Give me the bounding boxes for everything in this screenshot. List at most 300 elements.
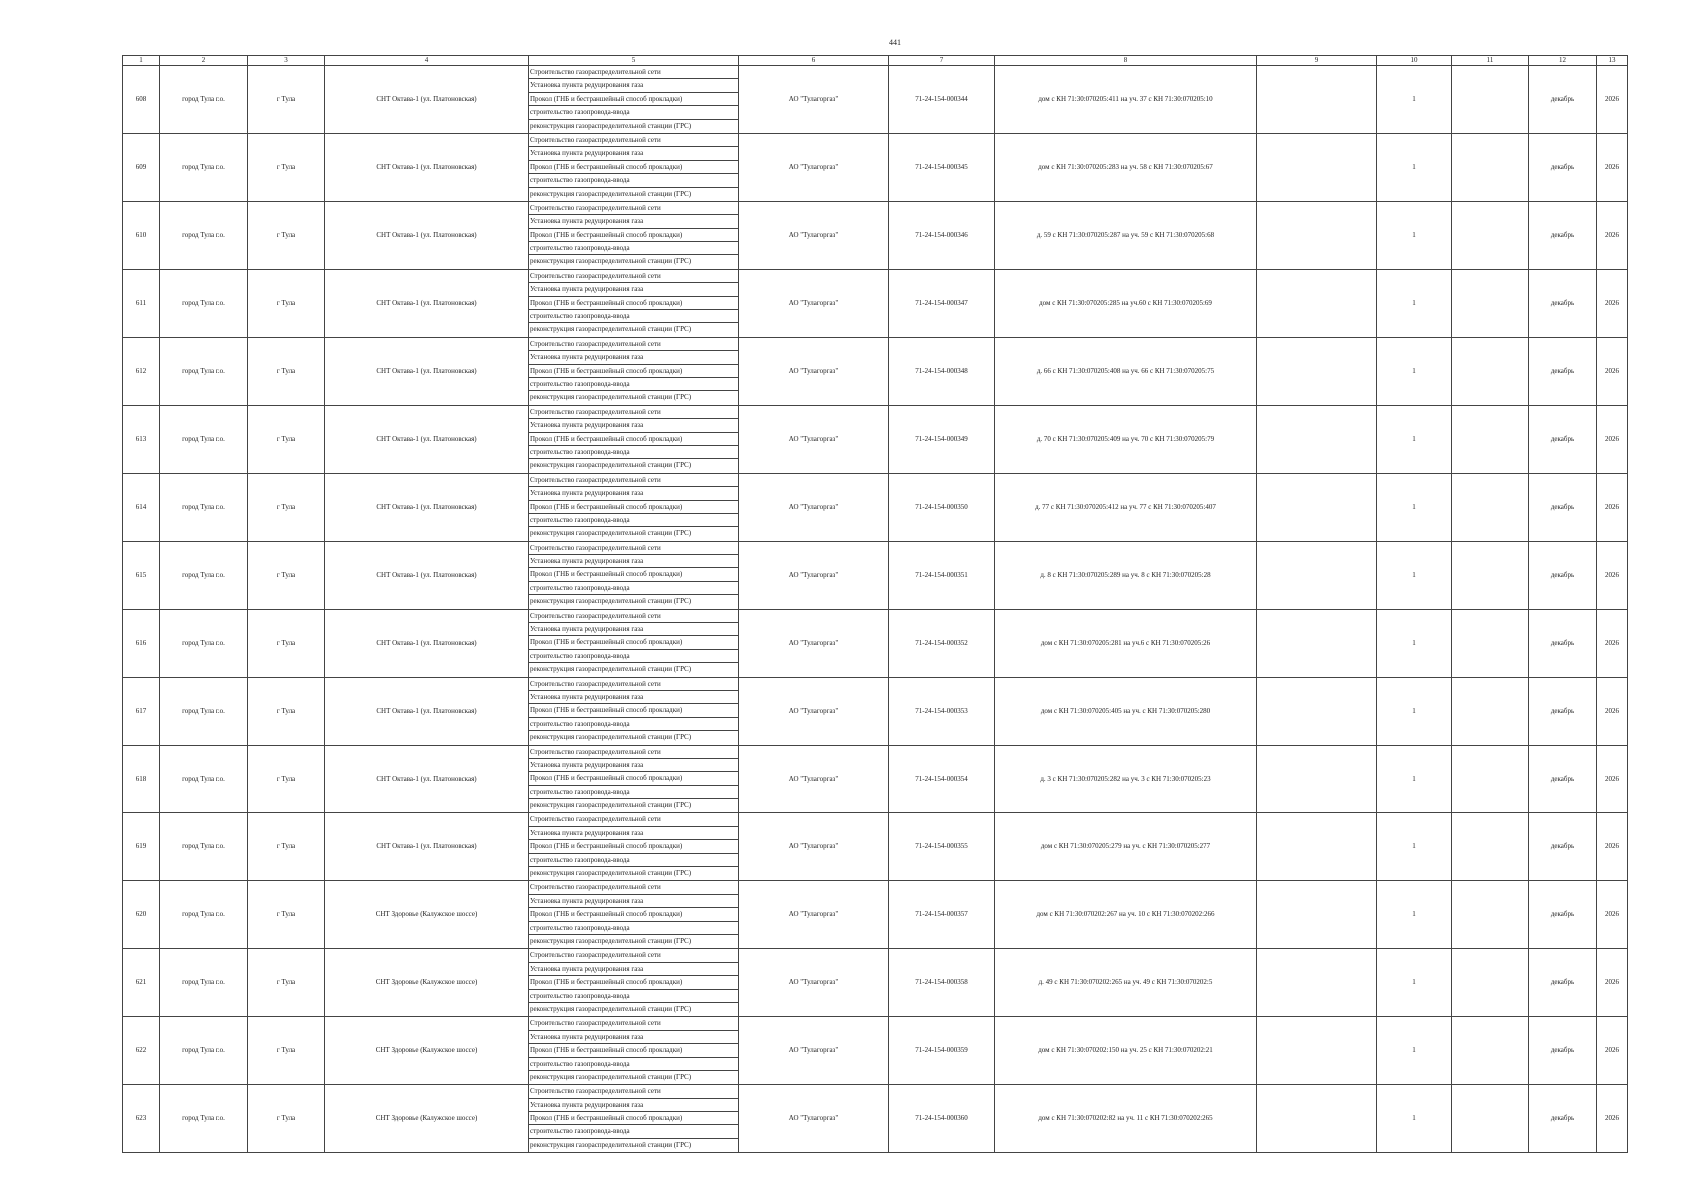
table-row <box>123 473 1628 541</box>
registry-table <box>122 55 1628 1153</box>
organization-cell: АО "Тулагоргаз" <box>739 473 889 541</box>
table-row <box>123 949 1628 1017</box>
work-type-item: строительство газопровода-ввода <box>529 242 738 255</box>
year-cell: 2026 <box>1597 133 1628 201</box>
quantity-cell: 1 <box>1377 677 1452 745</box>
locality-cell: г Тула <box>248 1085 325 1153</box>
work-type-item: Установка пункта редуцирования газа <box>529 419 738 432</box>
month-cell: декабрь <box>1529 337 1597 405</box>
column-9-cell <box>1257 1085 1377 1153</box>
municipality-cell: город Тула г.о. <box>160 541 248 609</box>
organization-cell: АО "Тулагоргаз" <box>739 677 889 745</box>
work-type-item: строительство газопровода-ввода <box>529 990 738 1003</box>
organization-cell: АО "Тулагоргаз" <box>739 541 889 609</box>
work-types-cell <box>529 541 739 609</box>
locality-cell: г Тула <box>248 745 325 813</box>
quantity-cell: 1 <box>1377 337 1452 405</box>
description-cell: дом с КН 71:30:070205:281 на уч.6 с КН 71:30:070205:26 <box>995 609 1257 677</box>
description-cell: дом с КН 71:30:070205:279 на уч. с КН 71:30:070205:277 <box>995 813 1257 881</box>
object-cell: СНТ Октава-1 (ул. Платоновская) <box>325 201 529 269</box>
work-type-item: строительство газопровода-ввода <box>529 174 738 187</box>
column-9-cell <box>1257 745 1377 813</box>
description-cell: д. 8 с КН 71:30:070205:289 на уч. 8 с КН 71:30:070205:28 <box>995 541 1257 609</box>
object-cell: СНТ Здоровье (Калужское шоссе) <box>325 949 529 1017</box>
locality-cell: г Тула <box>248 609 325 677</box>
column-11-cell <box>1452 949 1529 1017</box>
code-cell: 71-24-154-000357 <box>889 881 995 949</box>
work-type-item: Установка пункта редуцирования газа <box>529 79 738 92</box>
work-type-item: Установка пункта редуцирования газа <box>529 895 738 908</box>
year-cell: 2026 <box>1597 677 1628 745</box>
month-cell: декабрь <box>1529 745 1597 813</box>
quantity-cell: 1 <box>1377 473 1452 541</box>
work-type-item: строительство газопровода-ввода <box>529 514 738 527</box>
work-type-item: Прокол (ГНБ и бестраншейный способ прокладки) <box>529 297 738 310</box>
description-cell: д. 49 с КН 71:30:070202:265 на уч. 49 с КН 71:30:070202:5 <box>995 949 1257 1017</box>
row-number: 610 <box>123 201 160 269</box>
work-type-item: Строительство газораспределительной сети <box>529 1085 738 1098</box>
column-number: 5 <box>529 56 739 66</box>
year-cell: 2026 <box>1597 1085 1628 1153</box>
month-cell: декабрь <box>1529 269 1597 337</box>
code-cell: 71-24-154-000352 <box>889 609 995 677</box>
work-type-item: Прокол (ГНБ и бестраншейный способ прокладки) <box>529 772 738 785</box>
work-types-cell <box>529 813 739 881</box>
month-cell: декабрь <box>1529 677 1597 745</box>
work-type-item: Прокол (ГНБ и бестраншейный способ прокладки) <box>529 501 738 514</box>
organization-cell: АО "Тулагоргаз" <box>739 269 889 337</box>
month-cell: декабрь <box>1529 473 1597 541</box>
table-row <box>123 1017 1628 1085</box>
work-type-item: реконструкция газораспределительной станции (ГРС) <box>530 1004 692 1013</box>
column-9-cell <box>1257 473 1377 541</box>
column-11-cell <box>1452 813 1529 881</box>
table-row <box>123 813 1628 881</box>
work-type-item: реконструкция газораспределительной станции (ГРС) <box>530 937 692 945</box>
table-row <box>123 405 1628 473</box>
table-row <box>123 677 1628 745</box>
row-number: 616 <box>123 609 160 677</box>
object-cell: СНТ Здоровье (Калужское шоссе) <box>325 881 529 949</box>
object-cell: СНТ Октава-1 (ул. Платоновская) <box>325 677 529 745</box>
quantity-cell: 1 <box>1377 949 1452 1017</box>
work-types-cell <box>529 677 739 745</box>
column-11-cell <box>1452 1017 1529 1085</box>
organization-cell: АО "Тулагоргаз" <box>739 133 889 201</box>
code-cell: 71-24-154-000346 <box>889 201 995 269</box>
municipality-cell: город Тула г.о. <box>160 745 248 813</box>
work-type-item: реконструкция газораспределительной станции (ГРС) <box>530 189 692 198</box>
work-type-item: Установка пункта редуцирования газа <box>529 691 738 704</box>
object-cell: СНТ Октава-1 (ул. Платоновская) <box>325 133 529 201</box>
column-number: 4 <box>325 56 529 66</box>
year-cell: 2026 <box>1597 949 1628 1017</box>
row-number: 618 <box>123 745 160 813</box>
column-11-cell <box>1452 405 1529 473</box>
work-types-cell <box>529 405 739 473</box>
row-number: 621 <box>123 949 160 1017</box>
work-type-item: Прокол (ГНБ и бестраншейный способ прокладки) <box>529 636 738 649</box>
column-11-cell <box>1452 337 1529 405</box>
quantity-cell: 1 <box>1377 1017 1452 1085</box>
work-type-item: Установка пункта редуцирования газа <box>529 623 738 636</box>
work-type-item: реконструкция газораспределительной станции (ГРС) <box>530 1140 692 1149</box>
column-11-cell <box>1452 133 1529 201</box>
table-row <box>123 745 1628 813</box>
organization-cell: АО "Тулагоргаз" <box>739 949 889 1017</box>
year-cell: 2026 <box>1597 269 1628 337</box>
year-cell: 2026 <box>1597 201 1628 269</box>
work-types-cell <box>529 1017 739 1085</box>
locality-cell: г Тула <box>248 473 325 541</box>
work-type-item: строительство газопровода-ввода <box>529 582 738 595</box>
work-type-item: реконструкция газораспределительной станции (ГРС) <box>530 1072 692 1081</box>
month-cell: декабрь <box>1529 881 1597 949</box>
year-cell: 2026 <box>1597 1017 1628 1085</box>
column-9-cell <box>1257 609 1377 677</box>
row-number: 615 <box>123 541 160 609</box>
work-type-item: Строительство газораспределительной сети <box>529 406 738 419</box>
column-number: 10 <box>1377 56 1452 66</box>
municipality-cell: город Тула г.о. <box>160 473 248 541</box>
work-types-cell <box>529 609 739 677</box>
work-type-item: Строительство газораспределительной сети <box>529 813 738 826</box>
quantity-cell: 1 <box>1377 745 1452 813</box>
column-11-cell <box>1452 677 1529 745</box>
month-cell: декабрь <box>1529 66 1597 134</box>
object-cell: СНТ Октава-1 (ул. Платоновская) <box>325 745 529 813</box>
column-11-cell <box>1452 473 1529 541</box>
work-type-item: Строительство газораспределительной сети <box>529 746 738 759</box>
description-cell: д. 66 с КН 71:30:070205:408 на уч. 66 с КН 71:30:070205:75 <box>995 337 1257 405</box>
year-cell: 2026 <box>1597 405 1628 473</box>
object-cell: СНТ Октава-1 (ул. Платоновская) <box>325 473 529 541</box>
municipality-cell: город Тула г.о. <box>160 677 248 745</box>
table-row <box>123 337 1628 405</box>
municipality-cell: город Тула г.о. <box>160 1017 248 1085</box>
object-cell: СНТ Здоровье (Калужское шоссе) <box>325 1017 529 1085</box>
quantity-cell: 1 <box>1377 405 1452 473</box>
year-cell: 2026 <box>1597 66 1628 134</box>
code-cell: 71-24-154-000350 <box>889 473 995 541</box>
work-type-item: реконструкция газораспределительной станции (ГРС) <box>530 801 692 810</box>
quantity-cell: 1 <box>1377 609 1452 677</box>
locality-cell: г Тула <box>248 813 325 881</box>
work-type-item: реконструкция газораспределительной станции (ГРС) <box>530 529 692 538</box>
description-cell: д. 3 с КН 71:30:070205:282 на уч. 3 с КН 71:30:070205:23 <box>995 745 1257 813</box>
work-types-cell <box>529 269 739 337</box>
month-cell: декабрь <box>1529 813 1597 881</box>
organization-cell: АО "Тулагоргаз" <box>739 201 889 269</box>
work-type-item: реконструкция газораспределительной станции (ГРС) <box>530 121 692 130</box>
work-type-item: реконструкция газораспределительной станции (ГРС) <box>530 325 692 334</box>
locality-cell: г Тула <box>248 269 325 337</box>
work-type-item: Строительство газораспределительной сети <box>529 202 738 215</box>
table-row <box>123 541 1628 609</box>
municipality-cell: город Тула г.о. <box>160 133 248 201</box>
municipality-cell: город Тула г.о. <box>160 405 248 473</box>
code-cell: 71-24-154-000348 <box>889 337 995 405</box>
column-11-cell <box>1452 201 1529 269</box>
quantity-cell: 1 <box>1377 66 1452 134</box>
object-cell: СНТ Октава-1 (ул. Платоновская) <box>325 337 529 405</box>
locality-cell: г Тула <box>248 677 325 745</box>
column-number: 1 <box>123 56 160 66</box>
municipality-cell: город Тула г.о. <box>160 1085 248 1153</box>
row-number: 614 <box>123 473 160 541</box>
locality-cell: г Тула <box>248 337 325 405</box>
work-type-item: Установка пункта редуцирования газа <box>529 759 738 772</box>
table-row <box>123 66 1628 134</box>
description-cell: дом с КН 71:30:070205:411 на уч. 37 с КН 71:30:070205:10 <box>995 66 1257 134</box>
quantity-cell: 1 <box>1377 269 1452 337</box>
code-cell: 71-24-154-000360 <box>889 1085 995 1153</box>
work-type-item: Установка пункта редуцирования газа <box>529 147 738 160</box>
organization-cell: АО "Тулагоргаз" <box>739 881 889 949</box>
row-number: 611 <box>123 269 160 337</box>
row-number: 617 <box>123 677 160 745</box>
work-type-item: Прокол (ГНБ и бестраншейный способ прокладки) <box>529 1112 738 1125</box>
column-11-cell <box>1452 745 1529 813</box>
column-number: 3 <box>248 56 325 66</box>
work-type-item: строительство газопровода-ввода <box>529 786 738 799</box>
month-cell: декабрь <box>1529 609 1597 677</box>
column-11-cell <box>1452 541 1529 609</box>
code-cell: 71-24-154-000359 <box>889 1017 995 1085</box>
work-types-cell <box>529 473 739 541</box>
work-type-item: Прокол (ГНБ и бестраншейный способ прокладки) <box>529 93 738 106</box>
year-cell: 2026 <box>1597 473 1628 541</box>
quantity-cell: 1 <box>1377 813 1452 881</box>
column-9-cell <box>1257 881 1377 949</box>
locality-cell: г Тула <box>248 881 325 949</box>
work-type-item: Прокол (ГНБ и бестраншейный способ прокладки) <box>529 1044 738 1057</box>
object-cell: СНТ Октава-1 (ул. Платоновская) <box>325 405 529 473</box>
column-9-cell <box>1257 66 1377 134</box>
work-type-item: реконструкция газораспределительной станции (ГРС) <box>530 257 692 266</box>
column-number: 11 <box>1452 56 1529 66</box>
work-types-cell <box>529 881 739 949</box>
quantity-cell: 1 <box>1377 1085 1452 1153</box>
work-type-item: Строительство газораспределительной сети <box>529 542 738 555</box>
column-number: 7 <box>889 56 995 66</box>
code-cell: 71-24-154-000347 <box>889 269 995 337</box>
work-type-item: Прокол (ГНБ и бестраншейный способ прокладки) <box>529 161 738 174</box>
locality-cell: г Тула <box>248 541 325 609</box>
locality-cell: г Тула <box>248 949 325 1017</box>
organization-cell: АО "Тулагоргаз" <box>739 1085 889 1153</box>
row-number: 620 <box>123 881 160 949</box>
work-type-item: строительство газопровода-ввода <box>529 1058 738 1071</box>
column-number: 13 <box>1597 56 1628 66</box>
column-number: 12 <box>1529 56 1597 66</box>
column-11-cell <box>1452 1085 1529 1153</box>
column-number: 6 <box>739 56 889 66</box>
object-cell: СНТ Октава-1 (ул. Платоновская) <box>325 609 529 677</box>
column-9-cell <box>1257 813 1377 881</box>
column-9-cell <box>1257 337 1377 405</box>
description-cell: д. 77 с КН 71:30:070205:412 на уч. 77 с КН 71:30:070205:407 <box>995 473 1257 541</box>
column-11-cell <box>1452 609 1529 677</box>
page-number: 441 <box>889 38 901 47</box>
description-cell: дом с КН 71:30:070205:283 на уч. 58 с КН 71:30:070205:67 <box>995 133 1257 201</box>
organization-cell: АО "Тулагоргаз" <box>739 609 889 677</box>
municipality-cell: город Тула г.о. <box>160 813 248 881</box>
work-type-item: Прокол (ГНБ и бестраншейный способ прокладки) <box>529 840 738 853</box>
code-cell: 71-24-154-000351 <box>889 541 995 609</box>
code-cell: 71-24-154-000344 <box>889 66 995 134</box>
municipality-cell: город Тула г.о. <box>160 949 248 1017</box>
object-cell: СНТ Октава-1 (ул. Платоновская) <box>325 269 529 337</box>
locality-cell: г Тула <box>248 405 325 473</box>
month-cell: декабрь <box>1529 133 1597 201</box>
organization-cell: АО "Тулагоргаз" <box>739 66 889 134</box>
object-cell: СНТ Здоровье (Калужское шоссе) <box>325 1085 529 1153</box>
column-11-cell <box>1452 881 1529 949</box>
work-type-item: реконструкция газораспределительной станции (ГРС) <box>530 733 692 742</box>
year-cell: 2026 <box>1597 337 1628 405</box>
work-type-item: строительство газопровода-ввода <box>529 446 738 459</box>
year-cell: 2026 <box>1597 541 1628 609</box>
work-type-item: реконструкция газораспределительной станции (ГРС) <box>530 393 692 402</box>
code-cell: 71-24-154-000345 <box>889 133 995 201</box>
work-type-item: Строительство газораспределительной сети <box>529 949 738 962</box>
row-number: 623 <box>123 1085 160 1153</box>
municipality-cell: город Тула г.о. <box>160 881 248 949</box>
work-type-item: строительство газопровода-ввода <box>529 1125 738 1138</box>
quantity-cell: 1 <box>1377 881 1452 949</box>
column-number: 8 <box>995 56 1257 66</box>
column-number-row <box>123 56 1628 66</box>
work-type-item: Строительство газораспределительной сети <box>529 338 738 351</box>
organization-cell: АО "Тулагоргаз" <box>739 337 889 405</box>
work-type-item: Установка пункта редуцирования газа <box>529 487 738 500</box>
column-9-cell <box>1257 1017 1377 1085</box>
year-cell: 2026 <box>1597 745 1628 813</box>
work-type-item: Строительство газораспределительной сети <box>529 134 738 147</box>
column-number: 2 <box>160 56 248 66</box>
year-cell: 2026 <box>1597 813 1628 881</box>
locality-cell: г Тула <box>248 1017 325 1085</box>
object-cell: СНТ Октава-1 (ул. Платоновская) <box>325 813 529 881</box>
work-type-item: строительство газопровода-ввода <box>529 718 738 731</box>
quantity-cell: 1 <box>1377 133 1452 201</box>
description-cell: д. 59 с КН 71:30:070205:287 на уч. 59 с КН 71:30:070205:68 <box>995 201 1257 269</box>
work-type-item: Строительство газораспределительной сети <box>529 474 738 487</box>
row-number: 609 <box>123 133 160 201</box>
work-type-item: Строительство газораспределительной сети <box>529 678 738 691</box>
object-cell: СНТ Октава-1 (ул. Платоновская) <box>325 541 529 609</box>
work-type-item: реконструкция газораспределительной станции (ГРС) <box>530 597 692 606</box>
column-9-cell <box>1257 269 1377 337</box>
work-type-item: Установка пункта редуцирования газа <box>529 827 738 840</box>
month-cell: декабрь <box>1529 1017 1597 1085</box>
municipality-cell: город Тула г.о. <box>160 66 248 134</box>
column-11-cell <box>1452 269 1529 337</box>
year-cell: 2026 <box>1597 609 1628 677</box>
work-type-item: Установка пункта редуцирования газа <box>529 351 738 364</box>
row-number: 612 <box>123 337 160 405</box>
month-cell: декабрь <box>1529 1085 1597 1153</box>
description-cell: д. 70 с КН 71:30:070205:409 на уч. 70 с КН 71:30:070205:79 <box>995 405 1257 473</box>
municipality-cell: город Тула г.о. <box>160 269 248 337</box>
table-row <box>123 133 1628 201</box>
quantity-cell: 1 <box>1377 201 1452 269</box>
organization-cell: АО "Тулагоргаз" <box>739 1017 889 1085</box>
work-type-item: строительство газопровода-ввода <box>529 106 738 119</box>
column-9-cell <box>1257 677 1377 745</box>
description-cell: дом с КН 71:30:070202:82 на уч. 11 с КН 71:30:070202:265 <box>995 1085 1257 1153</box>
work-types-cell <box>529 745 739 813</box>
row-number: 613 <box>123 405 160 473</box>
work-types-cell <box>529 133 739 201</box>
column-11-cell <box>1452 66 1529 134</box>
quantity-cell: 1 <box>1377 541 1452 609</box>
object-cell: СНТ Октава-1 (ул. Платоновская) <box>325 66 529 134</box>
work-types-cell <box>529 337 739 405</box>
work-type-item: Строительство газораспределительной сети <box>529 610 738 623</box>
work-type-item: строительство газопровода-ввода <box>529 378 738 391</box>
work-types-cell <box>529 66 739 134</box>
work-type-item: Прокол (ГНБ и бестраншейный способ прокладки) <box>529 908 738 921</box>
work-type-item: реконструкция газораспределительной станции (ГРС) <box>530 461 692 470</box>
month-cell: декабрь <box>1529 949 1597 1017</box>
work-type-item: реконструкция газораспределительной станции (ГРС) <box>530 665 692 674</box>
organization-cell: АО "Тулагоргаз" <box>739 745 889 813</box>
table-row <box>123 201 1628 269</box>
code-cell: 71-24-154-000349 <box>889 405 995 473</box>
month-cell: декабрь <box>1529 541 1597 609</box>
locality-cell: г Тула <box>248 201 325 269</box>
work-type-item: строительство газопровода-ввода <box>529 922 738 935</box>
municipality-cell: город Тула г.о. <box>160 609 248 677</box>
work-type-item: реконструкция газораспределительной станции (ГРС) <box>530 869 692 878</box>
month-cell: декабрь <box>1529 201 1597 269</box>
description-cell: дом с КН 71:30:070205:405 на уч. с КН 71:30:070205:280 <box>995 677 1257 745</box>
description-cell: дом с КН 71:30:070205:285 на уч.60 с КН 71:30:070205:69 <box>995 269 1257 337</box>
work-type-item: Прокол (ГНБ и бестраншейный способ прокладки) <box>529 976 738 989</box>
row-number: 622 <box>123 1017 160 1085</box>
code-cell: 71-24-154-000354 <box>889 745 995 813</box>
work-types-cell <box>529 1085 739 1153</box>
year-cell: 2026 <box>1597 881 1628 949</box>
locality-cell: г Тула <box>248 66 325 134</box>
table-row <box>123 1085 1628 1153</box>
work-type-item: строительство газопровода-ввода <box>529 854 738 867</box>
column-9-cell <box>1257 541 1377 609</box>
work-type-item: строительство газопровода-ввода <box>529 310 738 323</box>
locality-cell: г Тула <box>248 133 325 201</box>
column-9-cell <box>1257 405 1377 473</box>
work-types-cell <box>529 201 739 269</box>
code-cell: 71-24-154-000355 <box>889 813 995 881</box>
description-cell: дом с КН 71:30:070202:150 на уч. 25 с КН 71:30:070202:21 <box>995 1017 1257 1085</box>
organization-cell: АО "Тулагоргаз" <box>739 405 889 473</box>
municipality-cell: город Тула г.о. <box>160 337 248 405</box>
work-type-item: Прокол (ГНБ и бестраншейный способ прокладки) <box>529 229 738 242</box>
municipality-cell: город Тула г.о. <box>160 201 248 269</box>
column-9-cell <box>1257 133 1377 201</box>
work-type-item: Прокол (ГНБ и бестраншейный способ прокладки) <box>529 704 738 717</box>
work-type-item: Строительство газораспределительной сети <box>529 270 738 283</box>
table-row <box>123 609 1628 677</box>
table-row <box>123 881 1628 949</box>
month-cell: декабрь <box>1529 405 1597 473</box>
column-9-cell <box>1257 949 1377 1017</box>
column-number: 9 <box>1257 56 1377 66</box>
work-type-item: Строительство газораспределительной сети <box>529 66 738 79</box>
organization-cell: АО "Тулагоргаз" <box>739 813 889 881</box>
